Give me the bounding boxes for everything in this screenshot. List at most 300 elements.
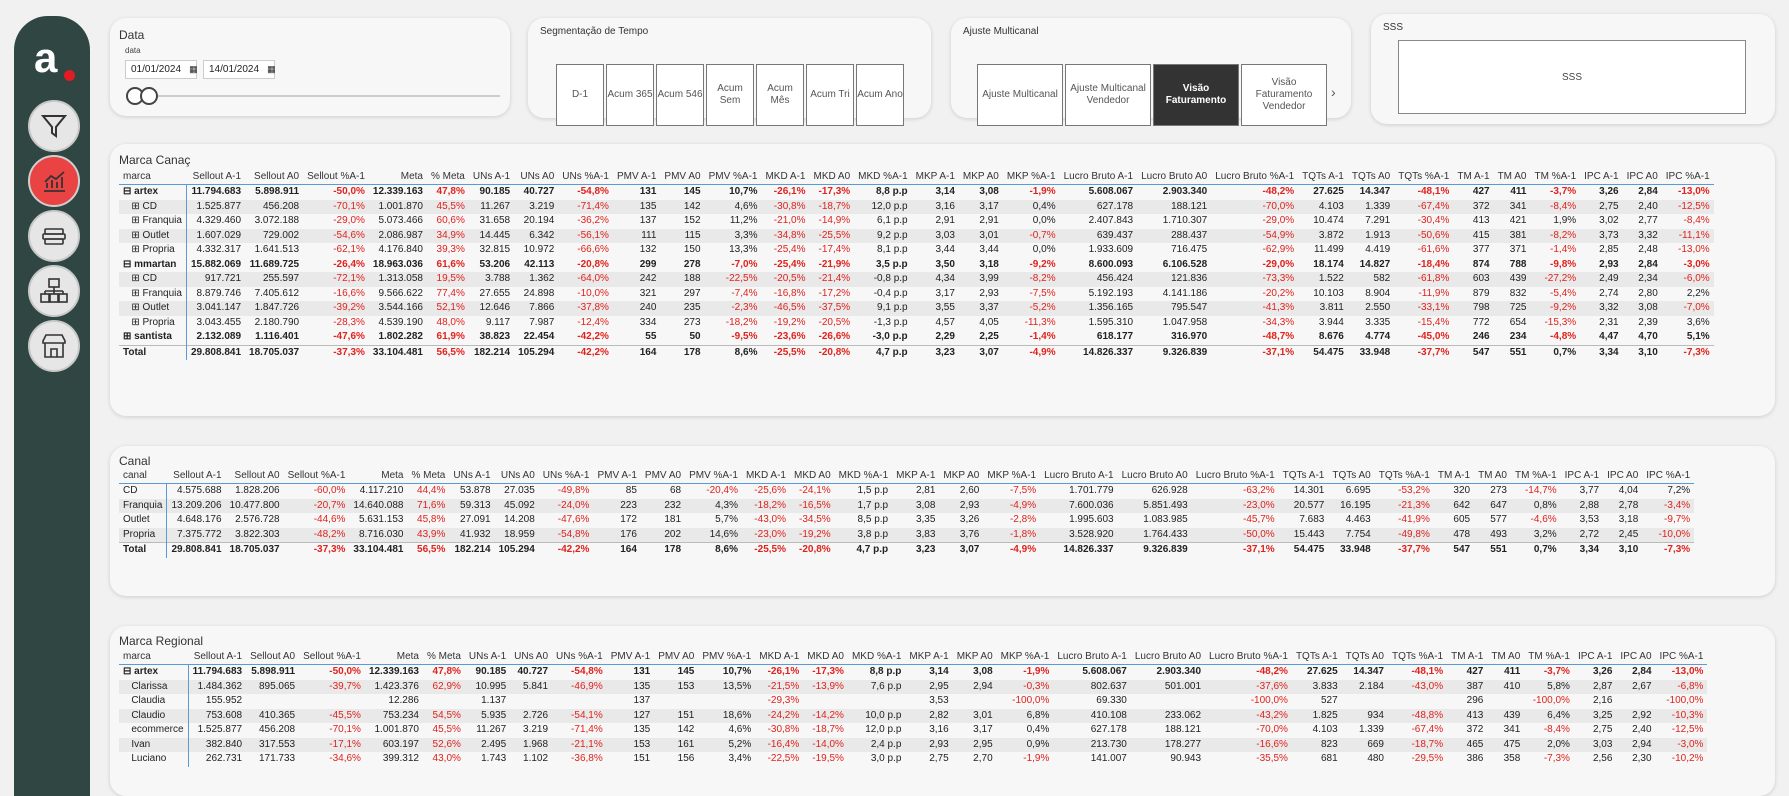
table-cell: 372 xyxy=(1466,724,1484,735)
column-header[interactable]: TM A-1 xyxy=(1447,649,1487,665)
column-header[interactable]: Sellout A-1 xyxy=(167,468,226,484)
table-cell: 2,0% xyxy=(1524,738,1574,753)
seg-button-d1[interactable]: D-1 xyxy=(556,64,604,126)
table-cell: 316.970 xyxy=(1171,331,1208,342)
table-cell xyxy=(423,694,465,709)
column-header[interactable]: IPC A0 xyxy=(1623,169,1662,185)
table-cell xyxy=(552,694,607,709)
chart-trend-icon[interactable] xyxy=(28,155,80,207)
table-cell: 14.640.088 xyxy=(349,499,407,514)
table-row[interactable] xyxy=(119,723,1707,738)
table-cell: 3.544.166 xyxy=(369,301,427,316)
column-header[interactable]: UNs A0 xyxy=(495,468,539,484)
table-cell: ⊞ Franquia xyxy=(119,287,186,302)
marca-regional-title: Marca Regional xyxy=(119,634,204,648)
column-header[interactable]: Lucro Bruto %A-1 xyxy=(1192,468,1279,484)
table-cell: -23,6% xyxy=(773,331,806,342)
table-cell: -17,2% xyxy=(818,287,851,299)
table-cell: 41.932 xyxy=(449,528,494,543)
column-header[interactable]: Lucro Bruto %A-1 xyxy=(1205,649,1292,665)
table-cell: 4.141.186 xyxy=(1162,287,1208,299)
column-header[interactable]: canal xyxy=(119,468,167,484)
table-cell: 50 xyxy=(689,331,701,342)
column-header[interactable]: PMV %A-1 xyxy=(685,468,742,484)
table-cell: 1.701.779 xyxy=(1069,485,1114,496)
table-cell: 2,29 xyxy=(935,331,955,342)
table-cell: -48,2% xyxy=(1262,186,1295,197)
table-cell: 2.903.340 xyxy=(1162,186,1208,197)
table-cell: 33.948 xyxy=(1328,543,1374,558)
table-cell: -25,4% xyxy=(773,258,806,270)
table-cell: 178 xyxy=(660,345,704,360)
ajuste-button-multicanal-vendedor[interactable]: Ajuste Multicanal Vendedor xyxy=(1065,64,1151,126)
table-row[interactable] xyxy=(119,665,1707,680)
column-header[interactable]: IPC A-1 xyxy=(1580,169,1622,185)
table-cell: -9,7% xyxy=(1664,514,1691,525)
table-cell: -18,2% xyxy=(742,499,790,514)
column-header[interactable]: PMV A-1 xyxy=(613,169,660,185)
canal-card xyxy=(110,446,1775,596)
table-cell: 4,47 xyxy=(1599,331,1619,342)
table-cell: 47,8% xyxy=(432,666,461,677)
seg-button-acumtri[interactable]: Acum Tri xyxy=(806,64,854,126)
column-header[interactable]: MKD %A-1 xyxy=(848,649,905,665)
table-cell: 2,95 xyxy=(905,680,952,695)
table-cell: 151 xyxy=(654,709,698,724)
table-cell: 1,7 p.p xyxy=(835,499,892,514)
seg-button-acum546[interactable]: Acum 546 xyxy=(656,64,704,126)
column-header[interactable]: Lucro Bruto A-1 xyxy=(1060,169,1137,185)
column-header[interactable]: TM A0 xyxy=(1487,649,1524,665)
table-cell: 2,34 xyxy=(1623,272,1662,287)
store-icon[interactable] xyxy=(28,320,80,372)
column-header[interactable]: PMV A0 xyxy=(660,169,704,185)
table-cell: 3,26 xyxy=(1592,666,1613,677)
table-cell: 1.001.870 xyxy=(369,200,427,215)
column-header[interactable]: TQTs A-1 xyxy=(1298,169,1348,185)
table-cell: 234 xyxy=(1509,331,1527,342)
column-header[interactable]: MKP %A-1 xyxy=(997,649,1054,665)
column-header[interactable]: MKD A0 xyxy=(809,169,854,185)
table-cell: -25,5% xyxy=(742,543,790,558)
column-header[interactable]: TM %A-1 xyxy=(1511,468,1561,484)
table-cell: 475 xyxy=(1487,738,1524,753)
column-header[interactable]: TQTs A0 xyxy=(1342,649,1388,665)
table-cell: 3,18 xyxy=(979,258,999,270)
column-header[interactable]: TQTs %A-1 xyxy=(1375,468,1434,484)
table-cell: 2,56 xyxy=(1592,753,1613,764)
table-cell: -10,0% xyxy=(577,287,609,299)
column-header[interactable]: PMV A-1 xyxy=(607,649,654,665)
table-cell: 2,84 xyxy=(1632,666,1652,677)
table-cell: 2,84 xyxy=(1638,258,1658,270)
column-header[interactable]: MKD A-1 xyxy=(755,649,803,665)
table-cell: 3,08 xyxy=(892,499,939,514)
table-cell: ⊞ Outlet xyxy=(119,229,186,244)
column-header[interactable]: MKD %A-1 xyxy=(854,169,911,185)
table-cell: 413 xyxy=(1447,709,1487,724)
table-cell: -14,9% xyxy=(818,215,851,226)
column-header[interactable]: MKP %A-1 xyxy=(1003,169,1060,185)
column-header[interactable]: MKD %A-1 xyxy=(835,468,892,484)
table-cell: 2,31 xyxy=(1599,316,1619,328)
table-cell: 2,2% xyxy=(1686,287,1710,299)
table-cell: 18.705.037 xyxy=(245,345,303,360)
column-header[interactable]: TQTs %A-1 xyxy=(1394,169,1453,185)
chevron-right-icon[interactable]: › xyxy=(1331,84,1336,100)
table-cell: 18.174 xyxy=(1313,258,1344,270)
table-cell: 3,17 xyxy=(935,287,955,299)
table-cell: 7.754 xyxy=(1328,528,1374,543)
table-cell: 3,07 xyxy=(939,543,983,558)
table-row[interactable] xyxy=(119,499,1694,514)
column-header[interactable]: Lucro Bruto A0 xyxy=(1118,468,1192,484)
ajuste-button-visao-faturamento-vendedor[interactable]: Visão Faturamento Vendedor xyxy=(1241,64,1327,126)
table-cell: 2,94 xyxy=(1616,738,1655,753)
table-cell: 2,91 xyxy=(935,215,955,226)
table-cell: 7,6 p.p xyxy=(848,680,905,695)
column-header[interactable]: MKP A0 xyxy=(959,169,1003,185)
column-header[interactable]: TQTs A0 xyxy=(1348,169,1394,185)
table-cell: 27.091 xyxy=(460,514,491,525)
end-date-field[interactable]: 14/01/2024 ▦ xyxy=(203,60,275,79)
column-header[interactable]: TQTs A-1 xyxy=(1279,468,1329,484)
column-header[interactable]: MKP A-1 xyxy=(905,649,952,665)
column-header[interactable]: Sellout A-1 xyxy=(188,649,246,665)
table-cell: -54,1% xyxy=(552,709,607,724)
table-cell: 1,9% xyxy=(1553,215,1577,226)
table-row[interactable] xyxy=(119,345,1714,360)
table-row[interactable] xyxy=(119,543,1694,558)
column-header[interactable]: TQTs A0 xyxy=(1328,468,1374,484)
seg-button-acumano[interactable]: Acum Ano xyxy=(856,64,904,126)
column-header[interactable]: Meta xyxy=(369,169,427,185)
table-cell: -14,7% xyxy=(1524,485,1557,496)
table-cell: -20,7% xyxy=(284,499,350,514)
seg-button-acumsem[interactable]: Acum Sem xyxy=(706,64,754,126)
column-header[interactable]: IPC A0 xyxy=(1603,468,1642,484)
table-cell: 43,0% xyxy=(432,753,461,764)
column-header[interactable]: UNs A-1 xyxy=(469,169,514,185)
column-header[interactable]: TQTs A-1 xyxy=(1292,649,1342,665)
column-header[interactable]: TQTs %A-1 xyxy=(1388,649,1447,665)
ajuste-button-visao-faturamento[interactable]: Visão Faturamento xyxy=(1153,64,1239,126)
table-cell: 5.073.466 xyxy=(378,215,423,226)
table-cell: -37,3% xyxy=(303,345,369,360)
column-header[interactable]: UNs %A-1 xyxy=(539,468,594,484)
table-cell: 6.342 xyxy=(514,229,558,244)
table-row[interactable] xyxy=(119,214,1714,229)
calendar-icon: ▦ xyxy=(267,64,276,74)
table-cell: 377 xyxy=(1472,244,1490,255)
stack-icon[interactable] xyxy=(28,210,80,262)
table-row[interactable] xyxy=(119,316,1714,331)
table-cell: 11.794.683 xyxy=(192,666,243,677)
table-cell: -36,2% xyxy=(577,215,609,226)
column-header[interactable]: Lucro Bruto A-1 xyxy=(1053,649,1130,665)
table-cell: 1.356.165 xyxy=(1060,301,1137,316)
table-cell: 1.525.877 xyxy=(186,200,245,215)
table-cell: -13,0% xyxy=(1671,666,1704,677)
table-cell: 627.178 xyxy=(1090,724,1127,735)
column-header[interactable]: TM A0 xyxy=(1474,468,1511,484)
column-header[interactable]: UNs A-1 xyxy=(449,468,494,484)
table-cell: 4,34 xyxy=(912,272,959,287)
column-header[interactable]: Lucro Bruto %A-1 xyxy=(1211,169,1298,185)
table-cell: 4.575.688 xyxy=(177,485,222,496)
table-cell: -10,0% xyxy=(1642,528,1694,543)
table-cell: 12.339.163 xyxy=(368,666,419,677)
column-header[interactable]: Meta xyxy=(365,649,423,665)
table-row[interactable] xyxy=(119,185,1714,200)
table-cell: CD xyxy=(119,484,167,499)
table-cell: -62,9% xyxy=(1262,244,1295,255)
table-cell: 34,9% xyxy=(427,229,469,244)
network-icon[interactable] xyxy=(28,265,80,317)
table-cell: -46,5% xyxy=(761,301,809,316)
table-cell: 3,34 xyxy=(1561,543,1603,558)
table-cell: 7.600.036 xyxy=(1040,499,1117,514)
table-cell: 13.209.206 xyxy=(167,499,226,514)
table-cell: -34,8% xyxy=(761,229,809,244)
table-row[interactable] xyxy=(119,258,1714,273)
column-header[interactable]: MKD A-1 xyxy=(742,468,790,484)
table-cell: 654 xyxy=(1509,316,1527,328)
table-cell: 3,08 xyxy=(1623,301,1662,316)
column-header[interactable]: IPC A-1 xyxy=(1561,468,1603,484)
table-cell: 135 xyxy=(633,724,651,735)
table-row[interactable] xyxy=(119,513,1694,528)
column-header[interactable]: UNs A0 xyxy=(514,169,558,185)
column-header[interactable]: IPC A-1 xyxy=(1574,649,1616,665)
table-cell: -25,6% xyxy=(754,485,786,496)
table-cell: 1.607.029 xyxy=(186,229,245,244)
table-cell: 5.935 xyxy=(465,709,510,724)
table-cell: -100,0% xyxy=(1250,695,1288,706)
table-row[interactable] xyxy=(119,287,1714,302)
column-header[interactable]: UNs %A-1 xyxy=(558,169,613,185)
slider-handle-end[interactable] xyxy=(140,87,158,105)
column-header[interactable]: MKD A0 xyxy=(803,649,848,665)
table-cell: 47,8% xyxy=(436,186,465,197)
table-cell: 2,77 xyxy=(1638,215,1658,226)
table-row[interactable] xyxy=(119,694,1707,709)
table-cell: 299 xyxy=(639,258,657,270)
table-cell: -26,1% xyxy=(767,666,800,677)
table-cell: 716.475 xyxy=(1171,244,1208,255)
table-cell: 1.137 xyxy=(481,695,507,706)
table-cell: -21,4% xyxy=(809,272,854,287)
table-row[interactable] xyxy=(119,330,1714,345)
column-header[interactable]: Sellout %A-1 xyxy=(303,169,369,185)
column-header[interactable]: MKD A0 xyxy=(790,468,835,484)
column-header[interactable]: UNs A-1 xyxy=(465,649,510,665)
column-header[interactable]: UNs %A-1 xyxy=(552,649,607,665)
table-cell: 2,78 xyxy=(1603,499,1642,514)
column-header[interactable]: MKP A-1 xyxy=(912,169,959,185)
column-header[interactable]: UNs A0 xyxy=(510,649,552,665)
table-cell: 2,95 xyxy=(953,738,997,753)
column-header[interactable]: Sellout %A-1 xyxy=(284,468,350,484)
table-cell: -54,9% xyxy=(1211,229,1298,244)
table-row[interactable] xyxy=(119,709,1707,724)
table-cell: -48,8% xyxy=(1388,709,1447,724)
table-cell: 7.405.612 xyxy=(254,287,300,299)
table-cell: 29.808.841 xyxy=(186,345,245,360)
column-header[interactable]: Meta xyxy=(349,468,407,484)
table-cell: 53.878 xyxy=(460,485,491,496)
table-cell: 56,5% xyxy=(427,345,469,360)
table-cell: 725 xyxy=(1494,301,1531,316)
table-cell: 4,04 xyxy=(1618,485,1639,496)
table-row[interactable] xyxy=(119,738,1707,753)
table-cell: -6,0% xyxy=(1662,272,1714,287)
table-row[interactable] xyxy=(119,680,1707,695)
table-cell: -19,5% xyxy=(812,753,844,764)
start-date-field[interactable]: 01/01/2024 ▦ xyxy=(125,60,197,79)
table-cell: -8,2% xyxy=(1003,272,1060,287)
column-header[interactable]: marca xyxy=(119,649,188,665)
column-header[interactable]: Sellout %A-1 xyxy=(299,649,365,665)
table-cell: 2,82 xyxy=(905,709,952,724)
column-header[interactable]: TM A0 xyxy=(1494,169,1531,185)
table-cell: -30,4% xyxy=(1417,215,1450,226)
table-cell: 142 xyxy=(677,724,695,735)
column-header[interactable]: Sellout A0 xyxy=(246,649,299,665)
column-header[interactable]: % Meta xyxy=(407,468,449,484)
table-cell xyxy=(698,694,755,709)
column-header[interactable]: PMV A0 xyxy=(654,649,698,665)
table-row[interactable] xyxy=(119,243,1714,258)
canal-title: Canal xyxy=(119,454,151,468)
column-header[interactable]: Sellout A-1 xyxy=(186,169,245,185)
date-title: Data xyxy=(119,28,145,42)
table-cell: 105.294 xyxy=(495,543,539,558)
column-header[interactable]: MKP A0 xyxy=(953,649,997,665)
table-cell: Ivan xyxy=(119,738,188,753)
table-cell: 4,6% xyxy=(728,724,752,735)
table-row[interactable] xyxy=(119,272,1714,287)
table-cell xyxy=(1388,694,1447,709)
table-cell: 3.041.147 xyxy=(186,301,245,316)
column-header[interactable]: % Meta xyxy=(423,649,465,665)
table-cell: -73,3% xyxy=(1211,272,1298,287)
table-cell: -5,2% xyxy=(1003,301,1060,316)
table-cell: -37,1% xyxy=(1192,543,1279,558)
table-cell: 3,44 xyxy=(979,244,999,255)
column-header[interactable]: IPC %A-1 xyxy=(1642,468,1694,484)
table-cell: 647 xyxy=(1474,499,1511,514)
ajuste-button-multicanal[interactable]: Ajuste Multicanal xyxy=(977,64,1063,126)
table-cell: -3,4% xyxy=(1642,499,1694,514)
funnel-icon[interactable] xyxy=(28,100,80,152)
table-cell: 18.705.037 xyxy=(226,543,284,558)
column-header[interactable]: PMV %A-1 xyxy=(698,649,755,665)
table-cell: 182.214 xyxy=(469,345,514,360)
column-header[interactable]: PMV A-1 xyxy=(593,468,640,484)
table-cell: 4.176.840 xyxy=(378,244,423,255)
seg-button-acum365[interactable]: Acum 365 xyxy=(606,64,654,126)
column-header[interactable]: Sellout A0 xyxy=(226,468,284,484)
table-cell: 1.933.609 xyxy=(1088,244,1134,255)
column-header[interactable]: Lucro Bruto A-1 xyxy=(1040,468,1117,484)
table-cell: 9,1 p.p xyxy=(854,301,911,316)
table-cell: ecommerce xyxy=(119,723,188,738)
table-cell: 2,93 xyxy=(1599,258,1619,270)
slider-track[interactable] xyxy=(130,95,500,97)
seg-button-acummes[interactable]: Acum Mês xyxy=(756,64,804,126)
table-cell: 20.577 xyxy=(1279,499,1329,514)
column-header[interactable]: marca xyxy=(119,169,186,185)
column-header[interactable]: MKP %A-1 xyxy=(983,468,1040,484)
table-cell: 3,77 xyxy=(1579,485,1600,496)
column-header[interactable]: TM %A-1 xyxy=(1524,649,1574,665)
table-cell: -26,1% xyxy=(773,186,806,197)
table-cell: 2,4 p.p xyxy=(848,738,905,753)
table-row[interactable] xyxy=(119,752,1707,767)
table-cell: 421 xyxy=(1509,215,1527,226)
table-cell: 8,6% xyxy=(705,345,762,360)
column-header[interactable]: MKP A0 xyxy=(939,468,983,484)
table-cell: -4,9% xyxy=(983,543,1040,558)
table-cell: -4,9% xyxy=(1003,345,1060,360)
table-row[interactable] xyxy=(119,528,1694,543)
date-label: data xyxy=(125,46,141,55)
column-header[interactable]: IPC A0 xyxy=(1616,649,1655,665)
table-cell: 1.995.603 xyxy=(1069,514,1114,525)
table-cell: 151 xyxy=(633,753,651,764)
table-cell: 2,49 xyxy=(1580,272,1622,287)
table-row[interactable] xyxy=(119,229,1714,244)
table-cell: -19,2% xyxy=(790,528,835,543)
column-header[interactable]: MKP A-1 xyxy=(892,468,939,484)
column-header[interactable]: % Meta xyxy=(427,169,469,185)
table-cell: -13,9% xyxy=(803,680,848,695)
table-cell: 71,6% xyxy=(407,499,449,514)
table-cell: 33.104.481 xyxy=(349,543,407,558)
column-header[interactable]: PMV A0 xyxy=(641,468,685,484)
table-cell: 10,7% xyxy=(729,186,758,197)
table-cell: 255.597 xyxy=(245,272,303,287)
table-cell: -28,3% xyxy=(333,316,365,328)
table-cell: 456.208 xyxy=(245,200,303,215)
table-cell: -13,0% xyxy=(1677,244,1710,255)
column-header[interactable]: TM A-1 xyxy=(1434,468,1474,484)
column-header[interactable]: Lucro Bruto A0 xyxy=(1131,649,1205,665)
app-logo[interactable]: a xyxy=(34,40,74,80)
table-cell: -14,2% xyxy=(803,709,848,724)
table-cell: -71,4% xyxy=(558,200,613,215)
column-header[interactable]: PMV %A-1 xyxy=(705,169,762,185)
table-cell: -0,7% xyxy=(1003,229,1060,244)
table-cell: 6.695 xyxy=(1345,485,1371,496)
table-cell: -7,5% xyxy=(1009,485,1037,496)
column-header[interactable]: IPC %A-1 xyxy=(1656,649,1708,665)
column-header[interactable]: TM %A-1 xyxy=(1530,169,1580,185)
column-header[interactable]: MKD A-1 xyxy=(761,169,809,185)
column-header[interactable]: TM A-1 xyxy=(1453,169,1493,185)
column-header[interactable]: IPC %A-1 xyxy=(1662,169,1714,185)
table-cell: 242 xyxy=(613,272,660,287)
column-header[interactable]: Sellout A0 xyxy=(245,169,303,185)
table-row[interactable] xyxy=(119,200,1714,215)
table-cell: Luciano xyxy=(119,752,188,767)
table-row[interactable] xyxy=(119,484,1694,499)
column-header[interactable]: Lucro Bruto A0 xyxy=(1137,169,1211,185)
table-row[interactable] xyxy=(119,301,1714,316)
table-cell: 1.802.282 xyxy=(378,331,423,342)
table-cell: -8,2% xyxy=(1530,229,1580,244)
